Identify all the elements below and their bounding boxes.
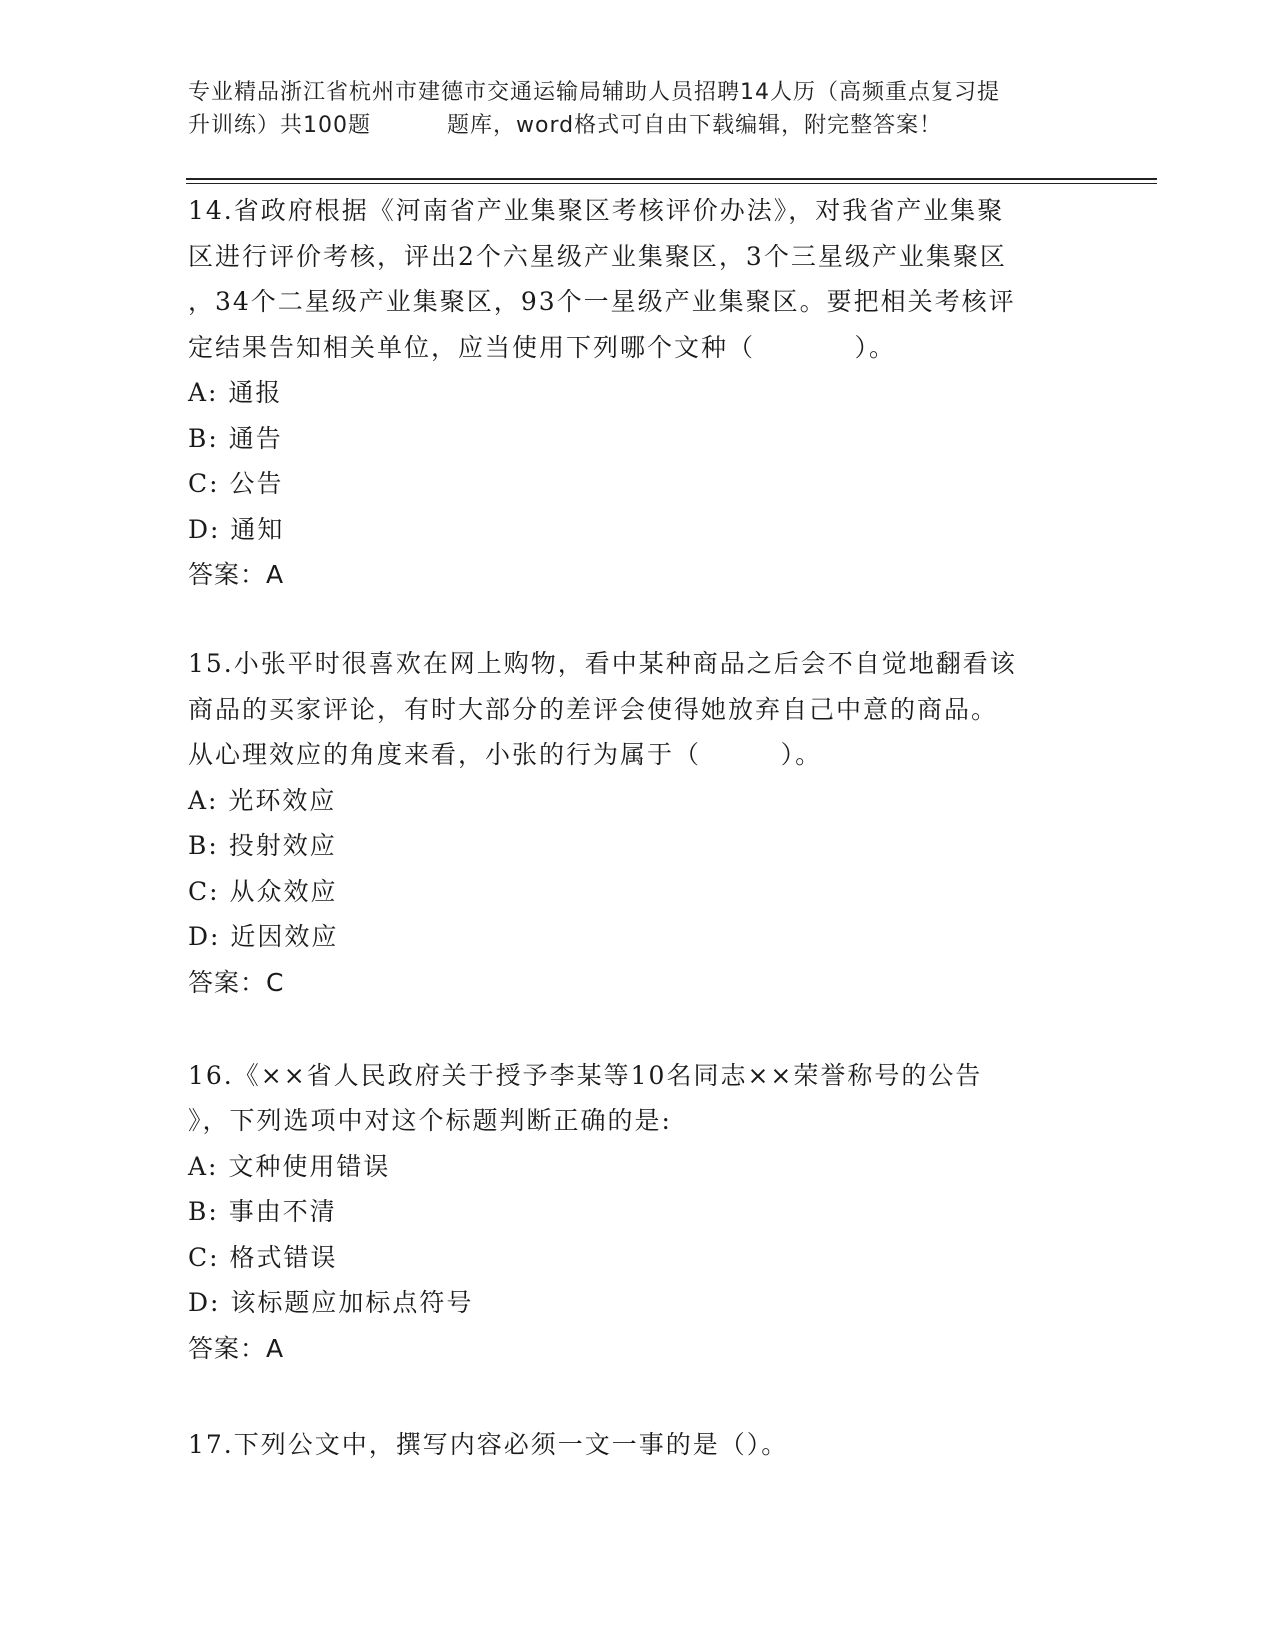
header-line-2 xyxy=(188,109,1088,142)
header-line-2-part-a: 升训练）共100题 xyxy=(188,113,371,138)
question-stem-line: 》，下列选项中对这个标题判断正确的是: xyxy=(188,1106,672,1135)
header-divider-thin xyxy=(186,183,1157,184)
document-header xyxy=(188,76,1088,142)
option-c: C: 从众效应 xyxy=(188,876,338,906)
question-stem-line: 商品的买家评论，有时大部分的差评会使得她放弃自己中意的商品。 xyxy=(188,694,999,724)
question-stem-line: ，34个二星级产业集聚区，93个一星级产业集聚区。要把相关考核评 xyxy=(188,287,1016,316)
question-stem-line: 17.下列公文中，撰写内容必须一文一事的是（）。 xyxy=(188,1429,789,1459)
header-line-2-part-b: 题库，word格式可自由下载编辑，附完整答案！ xyxy=(447,113,943,138)
option-b: B: 通告 xyxy=(188,423,283,453)
question-stem-line: 15.小张平时很喜欢在网上购物，看中某种商品之后会不自觉地翻看该 xyxy=(188,649,1017,678)
option-b: B: 事由不清 xyxy=(188,1197,337,1226)
question-14 xyxy=(188,188,1088,598)
question-stem-line: 14.省政府根据《河南省产业集聚区考核评价办法》，对我省产业集聚 xyxy=(188,196,1005,225)
question-15 xyxy=(188,641,1088,1006)
option-d: D: 通知 xyxy=(188,514,285,544)
option-d: D: 近因效应 xyxy=(188,922,339,951)
option-b: B: 投射效应 xyxy=(188,831,337,860)
question-stem-line: 定结果告知相关单位，应当使用下列哪个文种（ ）。 xyxy=(188,332,896,362)
option-a: A: 光环效应 xyxy=(188,785,337,815)
option-d: D: 该标题应加标点符号 xyxy=(188,1288,474,1317)
header-divider-thick xyxy=(186,178,1157,180)
question-spacer xyxy=(188,1372,1088,1422)
question-spacer xyxy=(188,1006,1088,1053)
question-stem-line: 区进行评价考核，评出2个六星级产业集聚区，3个三星级产业集聚区 xyxy=(188,241,1007,271)
question-list xyxy=(188,188,1088,1467)
answer-line: 答案：C xyxy=(188,967,285,997)
question-spacer xyxy=(188,598,1088,641)
answer-line: 答案：A xyxy=(188,1333,285,1363)
answer-line: 答案：A xyxy=(188,560,285,589)
option-a: A: 文种使用错误 xyxy=(188,1151,391,1181)
question-17 xyxy=(188,1422,1088,1468)
option-a: A: 通报 xyxy=(188,378,283,407)
option-c: C: 公告 xyxy=(188,469,284,498)
question-16 xyxy=(188,1053,1088,1372)
question-stem-line: 从心理效应的角度来看，小张的行为属于（ ）。 xyxy=(188,740,823,769)
header-line-1: 专业精品浙江省杭州市建德市交通运输局辅助人员招聘14人历（高频重点复习提 xyxy=(188,80,1000,105)
question-stem-line: 16.《××省人民政府关于授予李某等10名同志××荣誉称号的公告 xyxy=(188,1060,983,1090)
option-c: C: 格式错误 xyxy=(188,1242,338,1272)
